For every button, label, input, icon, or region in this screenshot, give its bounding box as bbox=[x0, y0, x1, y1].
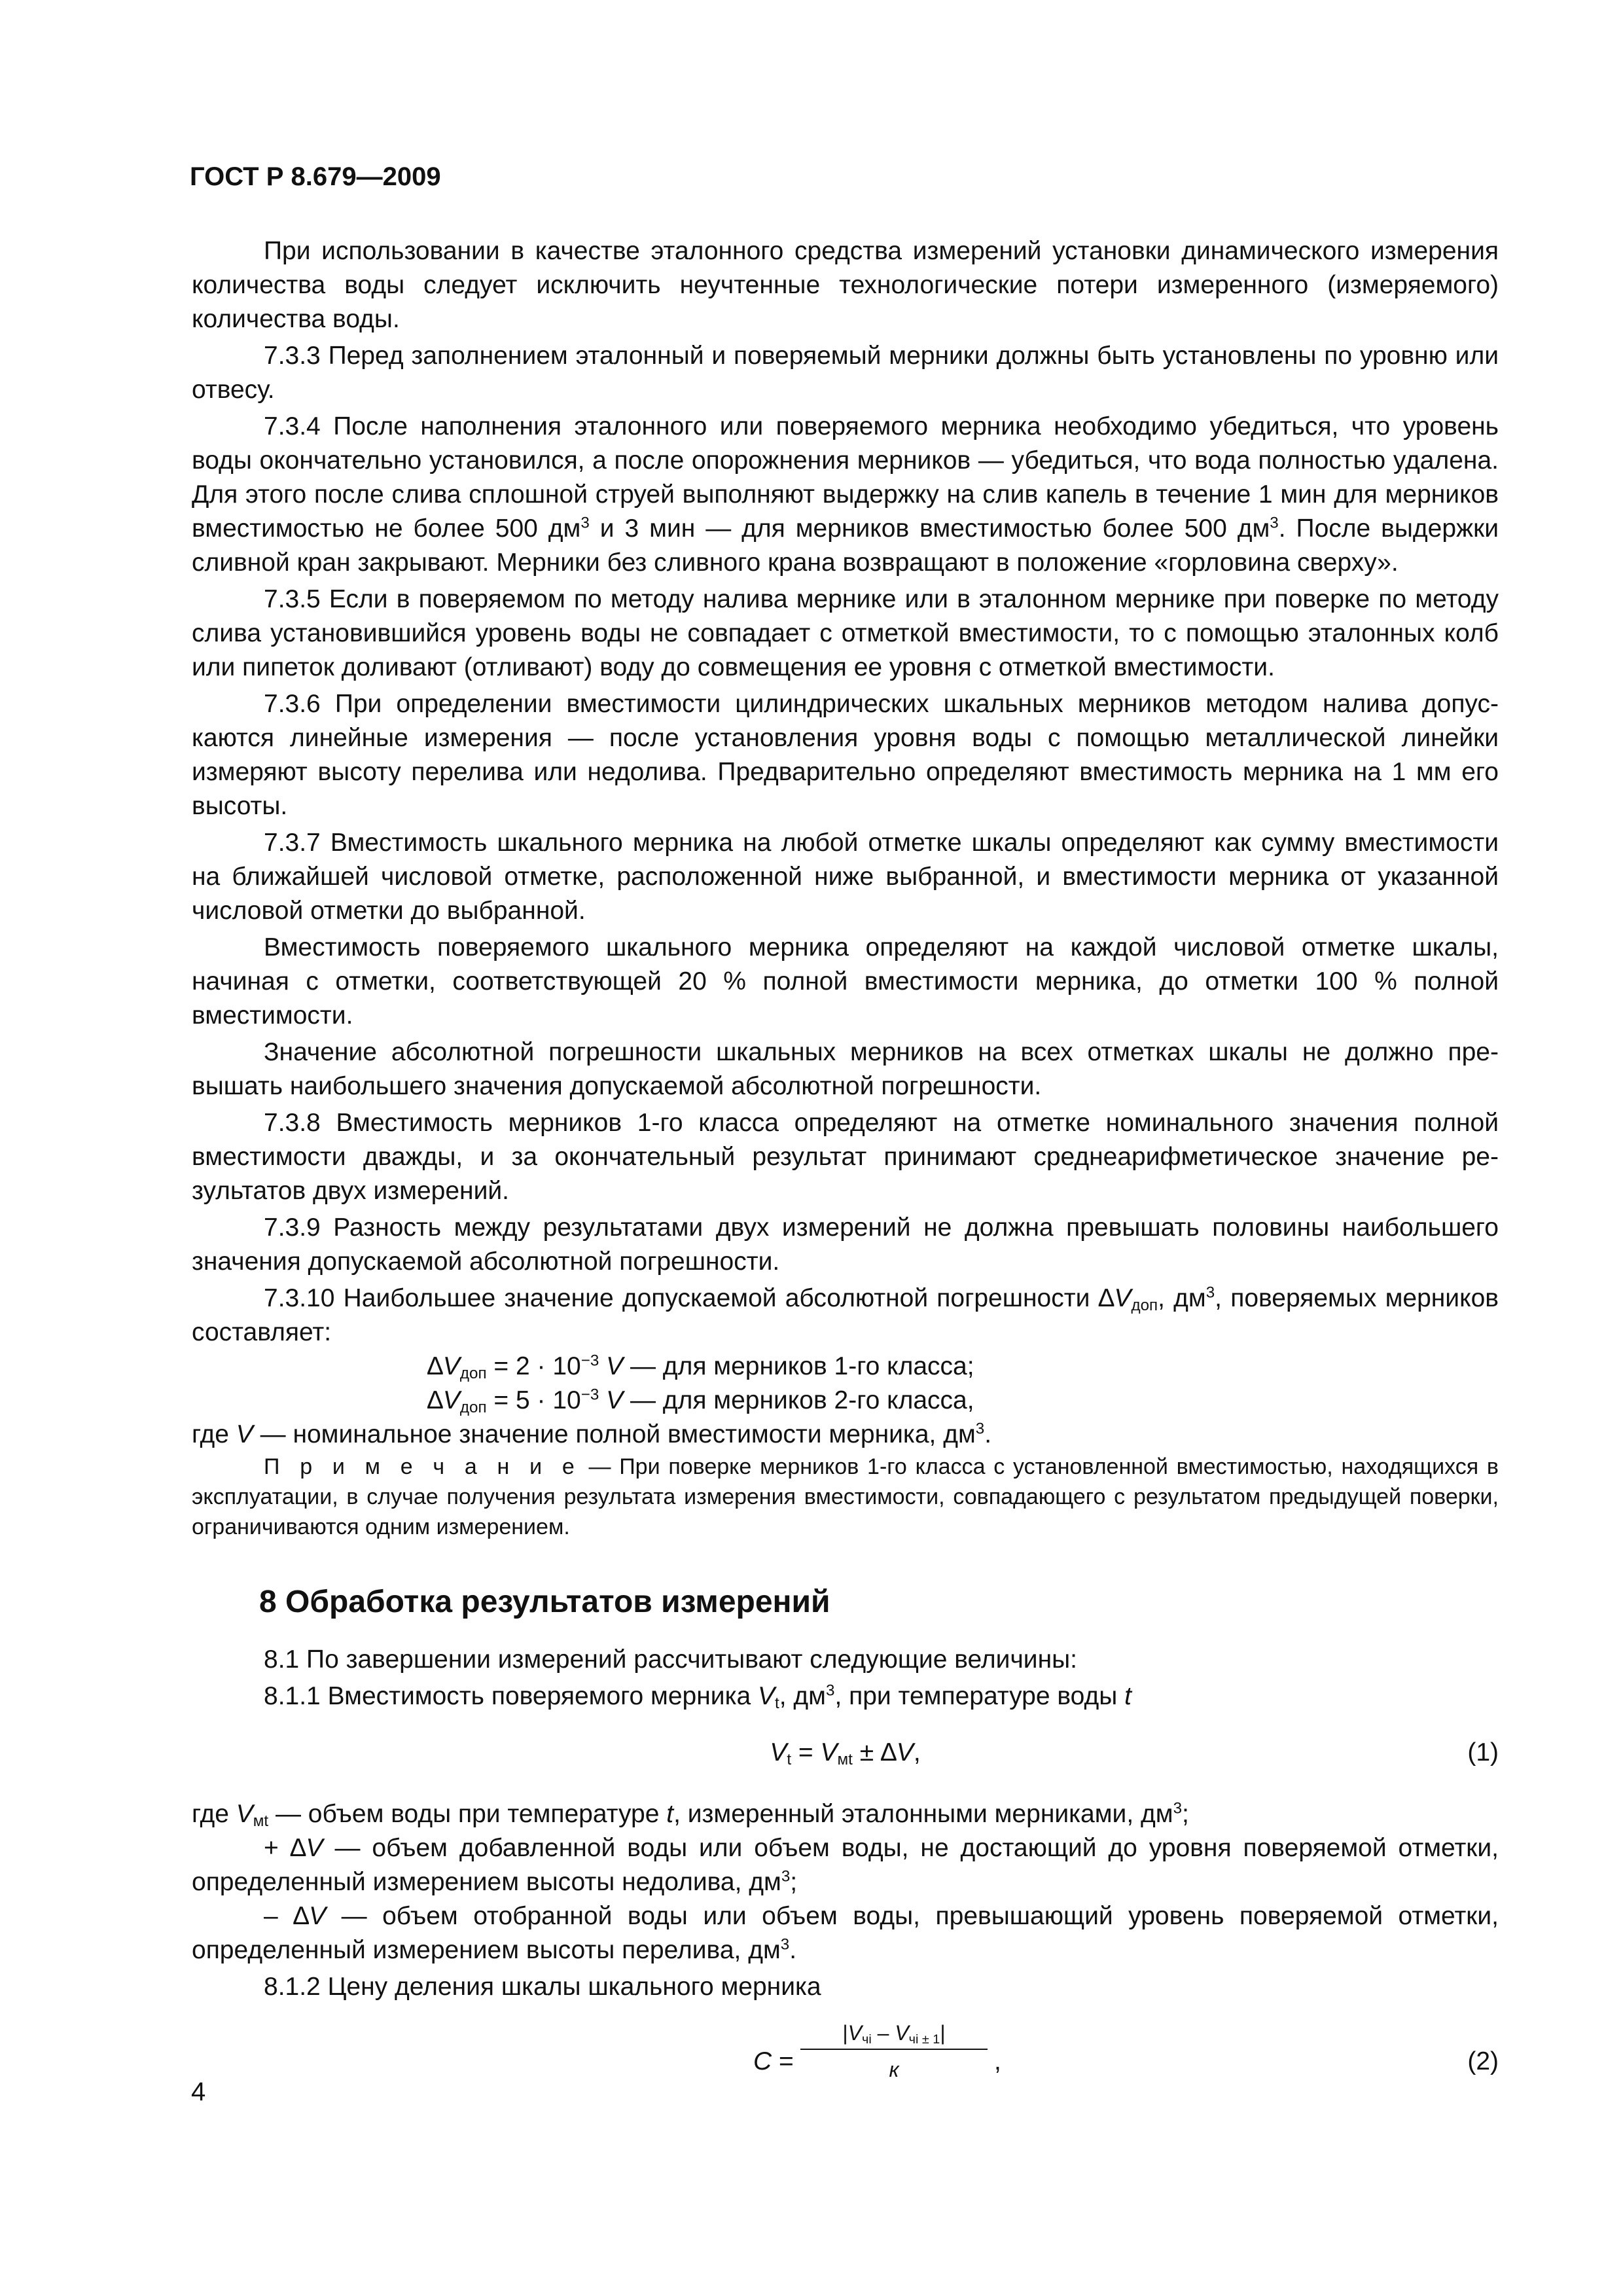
paragraph: 7.3.9 Разность между результатами двух измерений не должна превышать половины наибольшего значения допускаемой абсолютной погрешности. bbox=[192, 1213, 1499, 1276]
section-8-heading: 8 Обработка результатов измерений bbox=[259, 1585, 830, 1619]
formula-dv-class-2: $\Delta V_{доп} = 5 \cdot 10^{-3}$ V — для мерников 2-го класса, bbox=[427, 1386, 974, 1417]
paragraph: При использовании в качестве эталонного средства измерений установки динамического измерения количества воды следует исключить неучтенные технологические потери измеренного (измеряемого) количества воды. bbox=[192, 237, 1499, 333]
note-label: П р и м е ч а н и е bbox=[264, 1454, 580, 1479]
equation-1-number: (1) bbox=[1467, 1738, 1499, 1767]
paragraphs-section-7-3 bbox=[192, 234, 1499, 1350]
where-list-eq1 bbox=[192, 1797, 1499, 1967]
equation-2 bbox=[192, 2016, 1499, 2108]
standard-header: ГОСТ Р 8.679—2009 bbox=[190, 162, 441, 191]
note-paragraph bbox=[192, 1452, 1499, 1542]
equation-2-numerator: $|V_{чi} - V_{чi \pm 1}|$ bbox=[800, 2020, 988, 2050]
equation-2-lhs: C = bbox=[753, 2047, 794, 2075]
paragraph: 7.3.7 Вместимость шкального мерника на любой отметке шкалы определяют как сумму вместимости на ближайшей числовой отметке, расположенной ниже выбранной, и вместимости мерника от указанной числовой отметки до выбранной. bbox=[192, 829, 1499, 925]
paragraph: 7.3.8 Вместимость мерников 1-го класса определяют на отметке номинального значения полной вместимости дважды, и за окончательный результат принимают среднеарифметическое значение результатов двух измерений. bbox=[192, 1109, 1499, 1205]
paragraph: 7.3.3 Перед заполнением эталонный и поверяемый мерники должны быть установлены по уровню или отвесу. bbox=[192, 342, 1499, 404]
paragraph: Значение абсолютной погрешности шкальных мерников на всех отметках шкалы не должно превышать наибольшего значения допускаемой абсолютной погрешности. bbox=[192, 1038, 1499, 1100]
equation-1 bbox=[192, 1723, 1499, 1785]
page-number: 4 bbox=[191, 2077, 206, 2106]
paragraph: 7.3.4 После наполнения эталонного или поверяемого мерника необходимо убедиться, что уровень воды окончательно установился, а после опорожнения мерников — убедиться, что вода полностью удалена. Для этого после слива сплошной струей выполняют выдержку на слив капель в течение 1 мин для мерников вместимостью не более 500 $дм^3$ и 3 мин — для мерников вместимостью более 500 $дм^3$. После выдержки сливной кран закрывают. Мерники без сливного крана возвращают в положение «горловина сверху». bbox=[192, 412, 1499, 577]
where-item: + ∆V — объем добавленной воды или объем воды, не достающий до уровня поверяемой отметки, определенный измерением высоты недолива, $дм^3$; bbox=[192, 1834, 1499, 1896]
paragraph: 7.3.5 Если в поверяемом по методу налива мернике или в эталонном мернике при поверке по методу слива установившийся уровень воды не совпадает с отметкой вместимости, то с помощью эталонных колб или пипеток доливают (отливают) воду до совмещения ее уровня с отметкой вместимости. bbox=[192, 585, 1499, 681]
equation-2-number: (2) bbox=[1467, 2047, 1499, 2075]
where-v-definition: где V — номинальное значение полной вместимости мерника, $дм^3$. bbox=[192, 1420, 992, 1448]
formula-dv-class-1: $\Delta V_{доп} = 2 \cdot 10^{-3}$ V — для мерников 1-го класса; bbox=[427, 1352, 974, 1383]
paragraph-8-1-2: 8.1.2 Цену деления шкалы шкального мерника bbox=[264, 1973, 821, 2001]
equation-2-denominator: к bbox=[889, 2058, 899, 2081]
equation-2-comma: , bbox=[994, 2047, 1001, 2075]
where-item: – ∆V — объем отобранной воды или объем воды, превышающий уровень поверяемой отметки, определенный измерением высоты перелива, $дм^3$. bbox=[192, 1902, 1499, 1964]
where-item: где $V_{мt}$ — объем воды при температуре t, измеренный эталонными мерниками, $дм^3$; bbox=[192, 1799, 1189, 1831]
paragraph: Вместимость поверяемого шкального мерника определяют на каждой числовой отметке шкалы, начиная с отметки, соответствующей 20 % полной вместимости мерника, до отметки 100 % полной вместимости. bbox=[192, 933, 1499, 1030]
paragraph: 7.3.6 При определении вместимости цилиндрических шкальных мерников методом налива допускаются линейные измерения — после установления уровня воды с помощью металлической линейки измеряют высоту перелива или недолива. Предварительно определяют вместимость мерника на 1 мм его высоты. bbox=[192, 690, 1499, 820]
body-text bbox=[192, 234, 1499, 2108]
paragraph-8-1: 8.1 По завершении измерений рассчитывают следующие величины: bbox=[264, 1645, 1077, 1674]
equation-1-body: $V_t = V_{мt} \pm \Delta V$, bbox=[770, 1738, 921, 1769]
note-text: — При поверке мерников 1-го класса с установленной вместимостью, находящихся в эксплуатации, в случае получения результата измерения вместимости, совпадающего с результатом предыдущей поверки, ограничиваются одним измерением. bbox=[192, 1454, 1499, 1539]
paragraph: 7.3.10 Наибольшее значение допускаемой абсолютной погрешности $\Delta V_{доп}$, $дм^3$, поверяемых мерников составляет: bbox=[192, 1283, 1499, 1346]
paragraph-8-1-1: 8.1.1 Вместимость поверяемого мерника $V_t$, $дм^3$, при температуре воды t bbox=[264, 1681, 1132, 1713]
